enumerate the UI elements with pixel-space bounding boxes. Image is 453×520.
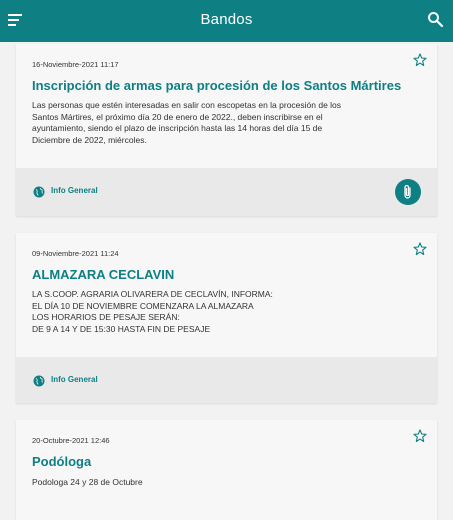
category-label[interactable]: Info General	[51, 375, 98, 384]
star-icon[interactable]	[413, 53, 427, 67]
card-body-line: ayuntamiento, siendo el plazo de inscripción hasta las 14 horas del día 15 de	[32, 123, 323, 133]
card-body	[32, 100, 423, 146]
card-date: 20-Octubre-2021 12:46	[32, 436, 110, 445]
page-title: Bandos	[200, 11, 253, 28]
card-body-line: Santos Mártires, el próximo día 20 de enero de 2022., deben inscribirse en el	[32, 111, 323, 122]
star-icon[interactable]	[413, 429, 427, 443]
paperclip-icon	[401, 184, 415, 200]
card-date: 16-Noviembre-2021 11:17	[32, 60, 119, 69]
category-label[interactable]: Info General	[51, 186, 98, 195]
card-body-line: Las personas que estén interesadas en salir con escopetas en la procesión de los	[32, 100, 342, 110]
card-date: 09-Noviembre-2021 11:24	[32, 249, 119, 258]
bando-card[interactable]	[16, 233, 437, 403]
card-body	[32, 477, 423, 489]
card-title[interactable]: Podóloga	[32, 454, 92, 469]
card-body	[32, 289, 423, 335]
card-body-line: Diciembre de 2022, miércoles.	[32, 134, 147, 145]
card-body-line: DE 9 A 14 Y DE 15:30 HASTA FIN DE PESAJE	[32, 323, 211, 334]
card-footer	[16, 168, 437, 216]
card-footer	[16, 357, 437, 403]
search-icon[interactable]	[427, 11, 444, 28]
app-bar	[0, 0, 453, 42]
bando-card[interactable]	[16, 44, 437, 216]
globe-icon	[33, 374, 45, 386]
card-title[interactable]: ALMAZARA CECLAVIN	[32, 267, 175, 282]
card-body-line: Podologa 24 y 28 de Octubre	[32, 477, 143, 487]
card-body-line: EL DÍA 10 DE NOVIEMBRE COMENZARA LA ALMAZARA	[32, 300, 254, 311]
card-body-line: LOS HORARIOS DE PESAJE SERÁN:	[32, 312, 180, 322]
star-icon[interactable]	[413, 242, 427, 256]
card-title[interactable]: Inscripción de armas para procesión de los Santos Mártires	[32, 78, 402, 93]
globe-icon	[33, 185, 45, 197]
attachment-button[interactable]	[395, 179, 421, 205]
card-body-line: LA S.COOP. AGRARIA OLIVARERA DE CECLAVÍN, INFORMA:	[32, 289, 273, 299]
bando-card[interactable]	[16, 420, 437, 520]
